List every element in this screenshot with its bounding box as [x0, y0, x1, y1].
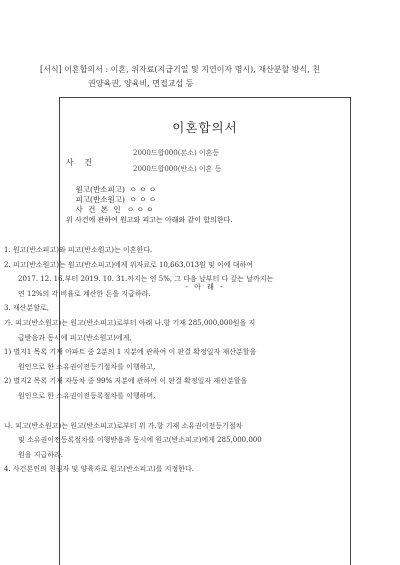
agreement-intro: 위 사건에 관하여 원고와 피고는 아래와 같이 합의한다. [66, 216, 233, 224]
party-role: 피고(반소원고) [75, 195, 125, 204]
party-role: 원고(반소피고) [75, 185, 125, 194]
party-role: 사 건 본 인 [75, 205, 123, 214]
case-label: 사 건 [66, 158, 96, 167]
item-line: 2) 별지2 목록 기재 자동차 중 99% 지분에 관하여 이 판결 확정일자 재산분할을 [4, 377, 248, 386]
section-divider: - 아 래 - [185, 283, 225, 291]
item-spacer [4, 404, 290, 419]
form-caption [40, 63, 375, 91]
item-line: 2. 피고(반소원고)는 원고(반소피고)에게 위자료로 10,663,013원 및 이에 대하여 [4, 260, 254, 269]
item-line: 및 소유권이전등록절차를 이행받음과 동시에 원고(반소피고)에게 285,000,000 [18, 436, 262, 445]
case-number-main: 2000드합000(본소) 이혼등 [133, 149, 220, 157]
item-line: 3. 재산분할로, [4, 304, 49, 313]
party-name: ㅇ ㅇ ㅇ [129, 195, 157, 204]
item-line: 연 12%의 각 비율로 계산한 돈을 지급하라. [18, 289, 151, 298]
caption-line-2: 권양육권, 양육비, 면접교섭 등 [88, 79, 194, 88]
party-name: ㅇ ㅇ ㅇ [126, 205, 154, 214]
caption-line-1: [서식] 이혼합의서 : 이혼, 위자료(지급기일 및 지연이자 명시), 재산분할 방식, 친 [40, 65, 321, 74]
item-line: 원인으로 한 소유권이전등록절차를 이행하며, [18, 391, 156, 400]
party-name: ㅇ ㅇ ㅇ [129, 185, 157, 194]
item-line: 1. 원고(반소피고)와 피고(반소원고)는 이혼한다. [4, 246, 153, 254]
document-title: 이혼합의서 [172, 120, 238, 135]
case-number-counter: 2000드합000(반소) 이혼 등 [133, 165, 222, 173]
item-line: 2017. 12. 16.부터 2019. 10. 31.까지는 연 5%, 그 다음 날부터 다 갚는 날까지는 [18, 275, 274, 284]
item-line: 1) 별지1 목록 기재 아파트 중 2분의 1 지분에 관하여 이 판결 확정일자 재산분할을 [4, 348, 257, 357]
item-line: 4. 사건본인의 친권자 및 양육자로 원고(반소피고)를 지정한다. [4, 465, 195, 474]
item-line: 가. 피고(반소원고)는 원고(반소피고)로부터 아래 나.항 기재 285,000,000원을 지 [4, 318, 256, 327]
item-line: 원을 지급하라. [18, 450, 64, 459]
agreement-items [4, 243, 290, 477]
item-line: 나. 피고(반소원고)는 원고(반소피고)로부터 위 가.항 기재 소유권이전등기절차 [4, 421, 243, 430]
item-line: 급받음과 동시에 피고(반소원고)에게, [18, 333, 132, 342]
item-line: 원인으로 한 소유권이전등기절차를 이행하고, [18, 362, 156, 371]
